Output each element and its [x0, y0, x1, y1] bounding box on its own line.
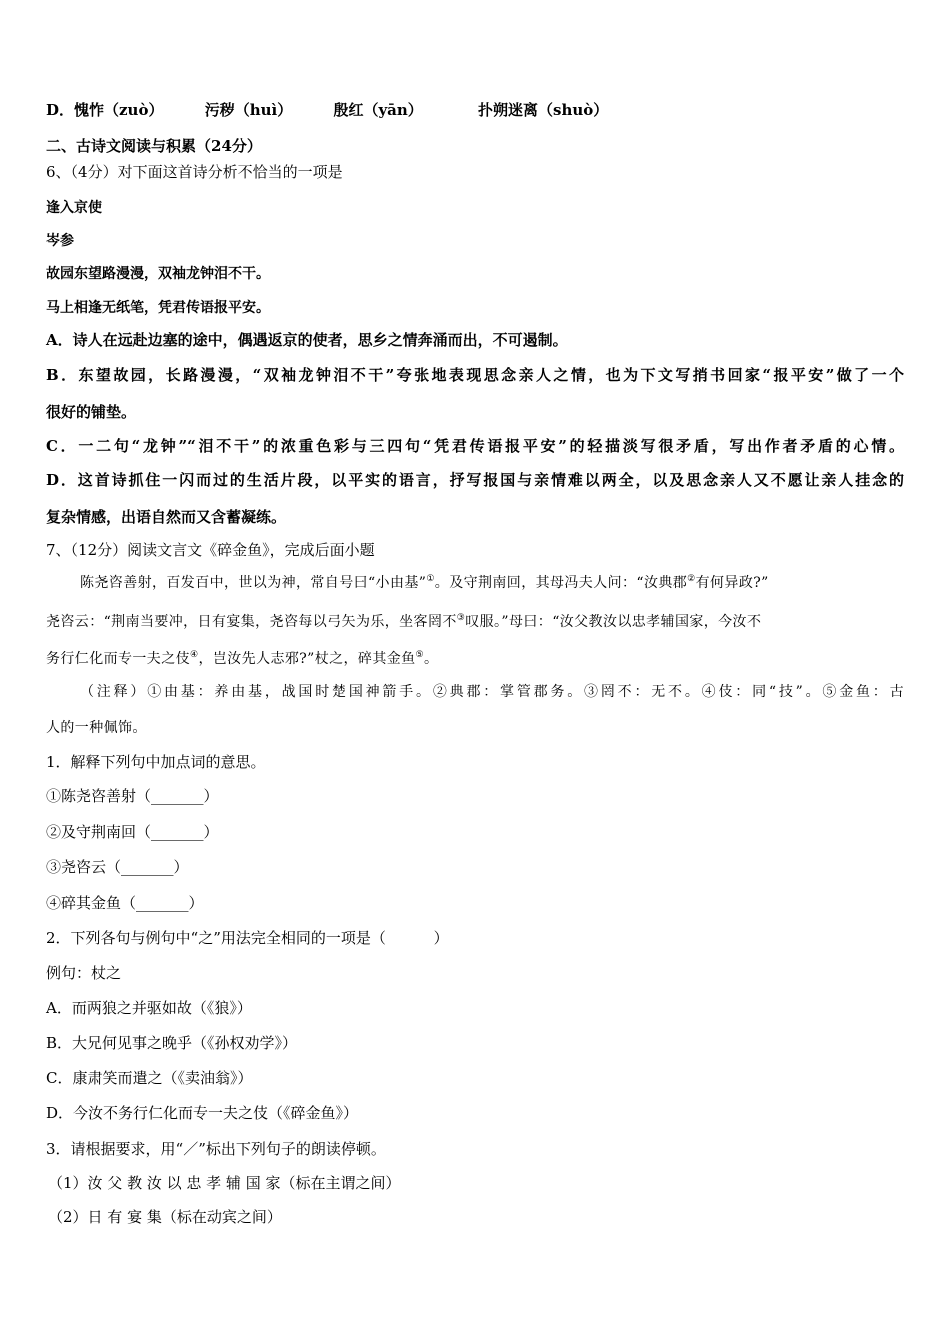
choice-option: B．大兄何见事之晚乎（《孙权劝学》）: [46, 1034, 298, 1052]
option-item: 愧怍（zuò）: [74, 101, 164, 119]
blank-item: ③尧咨云（_______）: [46, 858, 189, 876]
option-item: 扑朔迷离（shuò）: [478, 101, 609, 119]
footnote-marker: ①: [426, 574, 435, 584]
poem-title: 逢入京使: [46, 200, 102, 216]
footnote-marker: ③: [456, 613, 466, 623]
pause-item: （1）汝 父 教 汝 以 忠 孝 辅 国 家（标在主谓之间）: [48, 1174, 401, 1192]
choice-option: A．而两狼之并驱如故（《狼》）: [46, 999, 252, 1017]
section-heading: 二、古诗文阅读与积累（24分）: [46, 137, 262, 155]
blank-item: ②及守荆南回（_______）: [46, 823, 219, 841]
blank-item: ④碎其金鱼（_______）: [46, 894, 204, 912]
sub-question-1: 1．解释下列句中加点词的意思。: [46, 753, 266, 771]
blank-item: ①陈尧咨善射（_______）: [46, 787, 219, 805]
footnote-marker: ④: [190, 650, 199, 660]
footnote-marker: ②: [687, 574, 696, 584]
poem-line: 故园东望路漫漫，双袖龙钟泪不干。: [46, 266, 270, 282]
question-7-stem: 7、（12分）阅读文言文《碎金鱼》，完成后面小题: [46, 541, 375, 559]
footnote-marker: ⑤: [415, 650, 424, 660]
choice-option: C．康肃笑而遣之（《卖油翁》）: [46, 1069, 253, 1087]
question-6-option-d: D．这首诗抓住一闪而过的生活片段，以平实的语言，抒写报国与亲情难以两全，以及思念亲人又不愿让亲人挂念的: [46, 471, 904, 489]
question-6-option-b-cont: 很好的铺垫。: [46, 403, 137, 421]
option-item: 殷红（yān）: [333, 101, 423, 119]
question-6-option-a: A．诗人在远赴边塞的途中，偶遇返京的使者，思乡之情奔涌而出，不可遏制。: [46, 331, 568, 349]
option-item: 污秽（huì）: [204, 101, 293, 119]
passage-line: 陈尧咨善射，百发百中，世以为神，常自号曰“小由基”①。及守荆南回，其母冯夫人问：“汝典郡②有何异政?”: [80, 574, 769, 591]
question-5-option-d: [46, 100, 608, 120]
example-sentence: 例句：杖之: [46, 964, 122, 982]
sub-question-3: 3．请根据要求，用“／”标出下列句子的朗读停顿。: [46, 1140, 386, 1158]
annotation-note: （注释）①由基：养由基，战国时楚国神箭手。②典郡：掌管郡务。③罔不：无不。④伎：同“技”。⑤金鱼：古: [80, 684, 904, 700]
annotation-note-cont: 人的一种佩饰。: [46, 720, 147, 736]
sub-question-2: 2．下列各句与例句中“之”用法完全相同的一项是（ ）: [46, 929, 449, 947]
question-6-option-c: C．一二句“龙钟”“泪不干”的浓重色彩与三四句“凭君传语报平安”的轻描淡写很矛盾，写出作者矛盾的心情。: [46, 437, 904, 455]
question-6-option-d-cont: 复杂情感，出语自然而又含蓄凝练。: [46, 508, 287, 526]
option-label: D．: [46, 101, 75, 119]
pause-item: （2）日 有 宴 集（标在动宾之间）: [48, 1208, 282, 1226]
question-6-option-b: B．东望故园，长路漫漫，“双袖龙钟泪不干”夸张地表现思念亲人之情，也为下文写捎书回家“报平安”做了一个: [46, 366, 904, 384]
poem-author: 岑参: [46, 233, 74, 249]
choice-option: D．今汝不务行仁化而专一夫之伎（《碎金鱼》）: [46, 1104, 359, 1122]
passage-line: 尧咨云：“荆南当要冲，日有宴集，尧咨每以弓矢为乐，坐客罔不③叹服。”母曰：“汝父教汝以忠孝辅国家，今汝不: [46, 613, 762, 630]
poem-line: 马上相逢无纸笔，凭君传语报平安。: [46, 300, 270, 316]
question-6-stem: 6、（4分）对下面这首诗分析不恰当的一项是: [46, 163, 343, 181]
passage-line: 务行仁化而专一夫之伎④，岂汝先人志邪?”杖之，碎其金鱼⑤。: [46, 650, 439, 667]
